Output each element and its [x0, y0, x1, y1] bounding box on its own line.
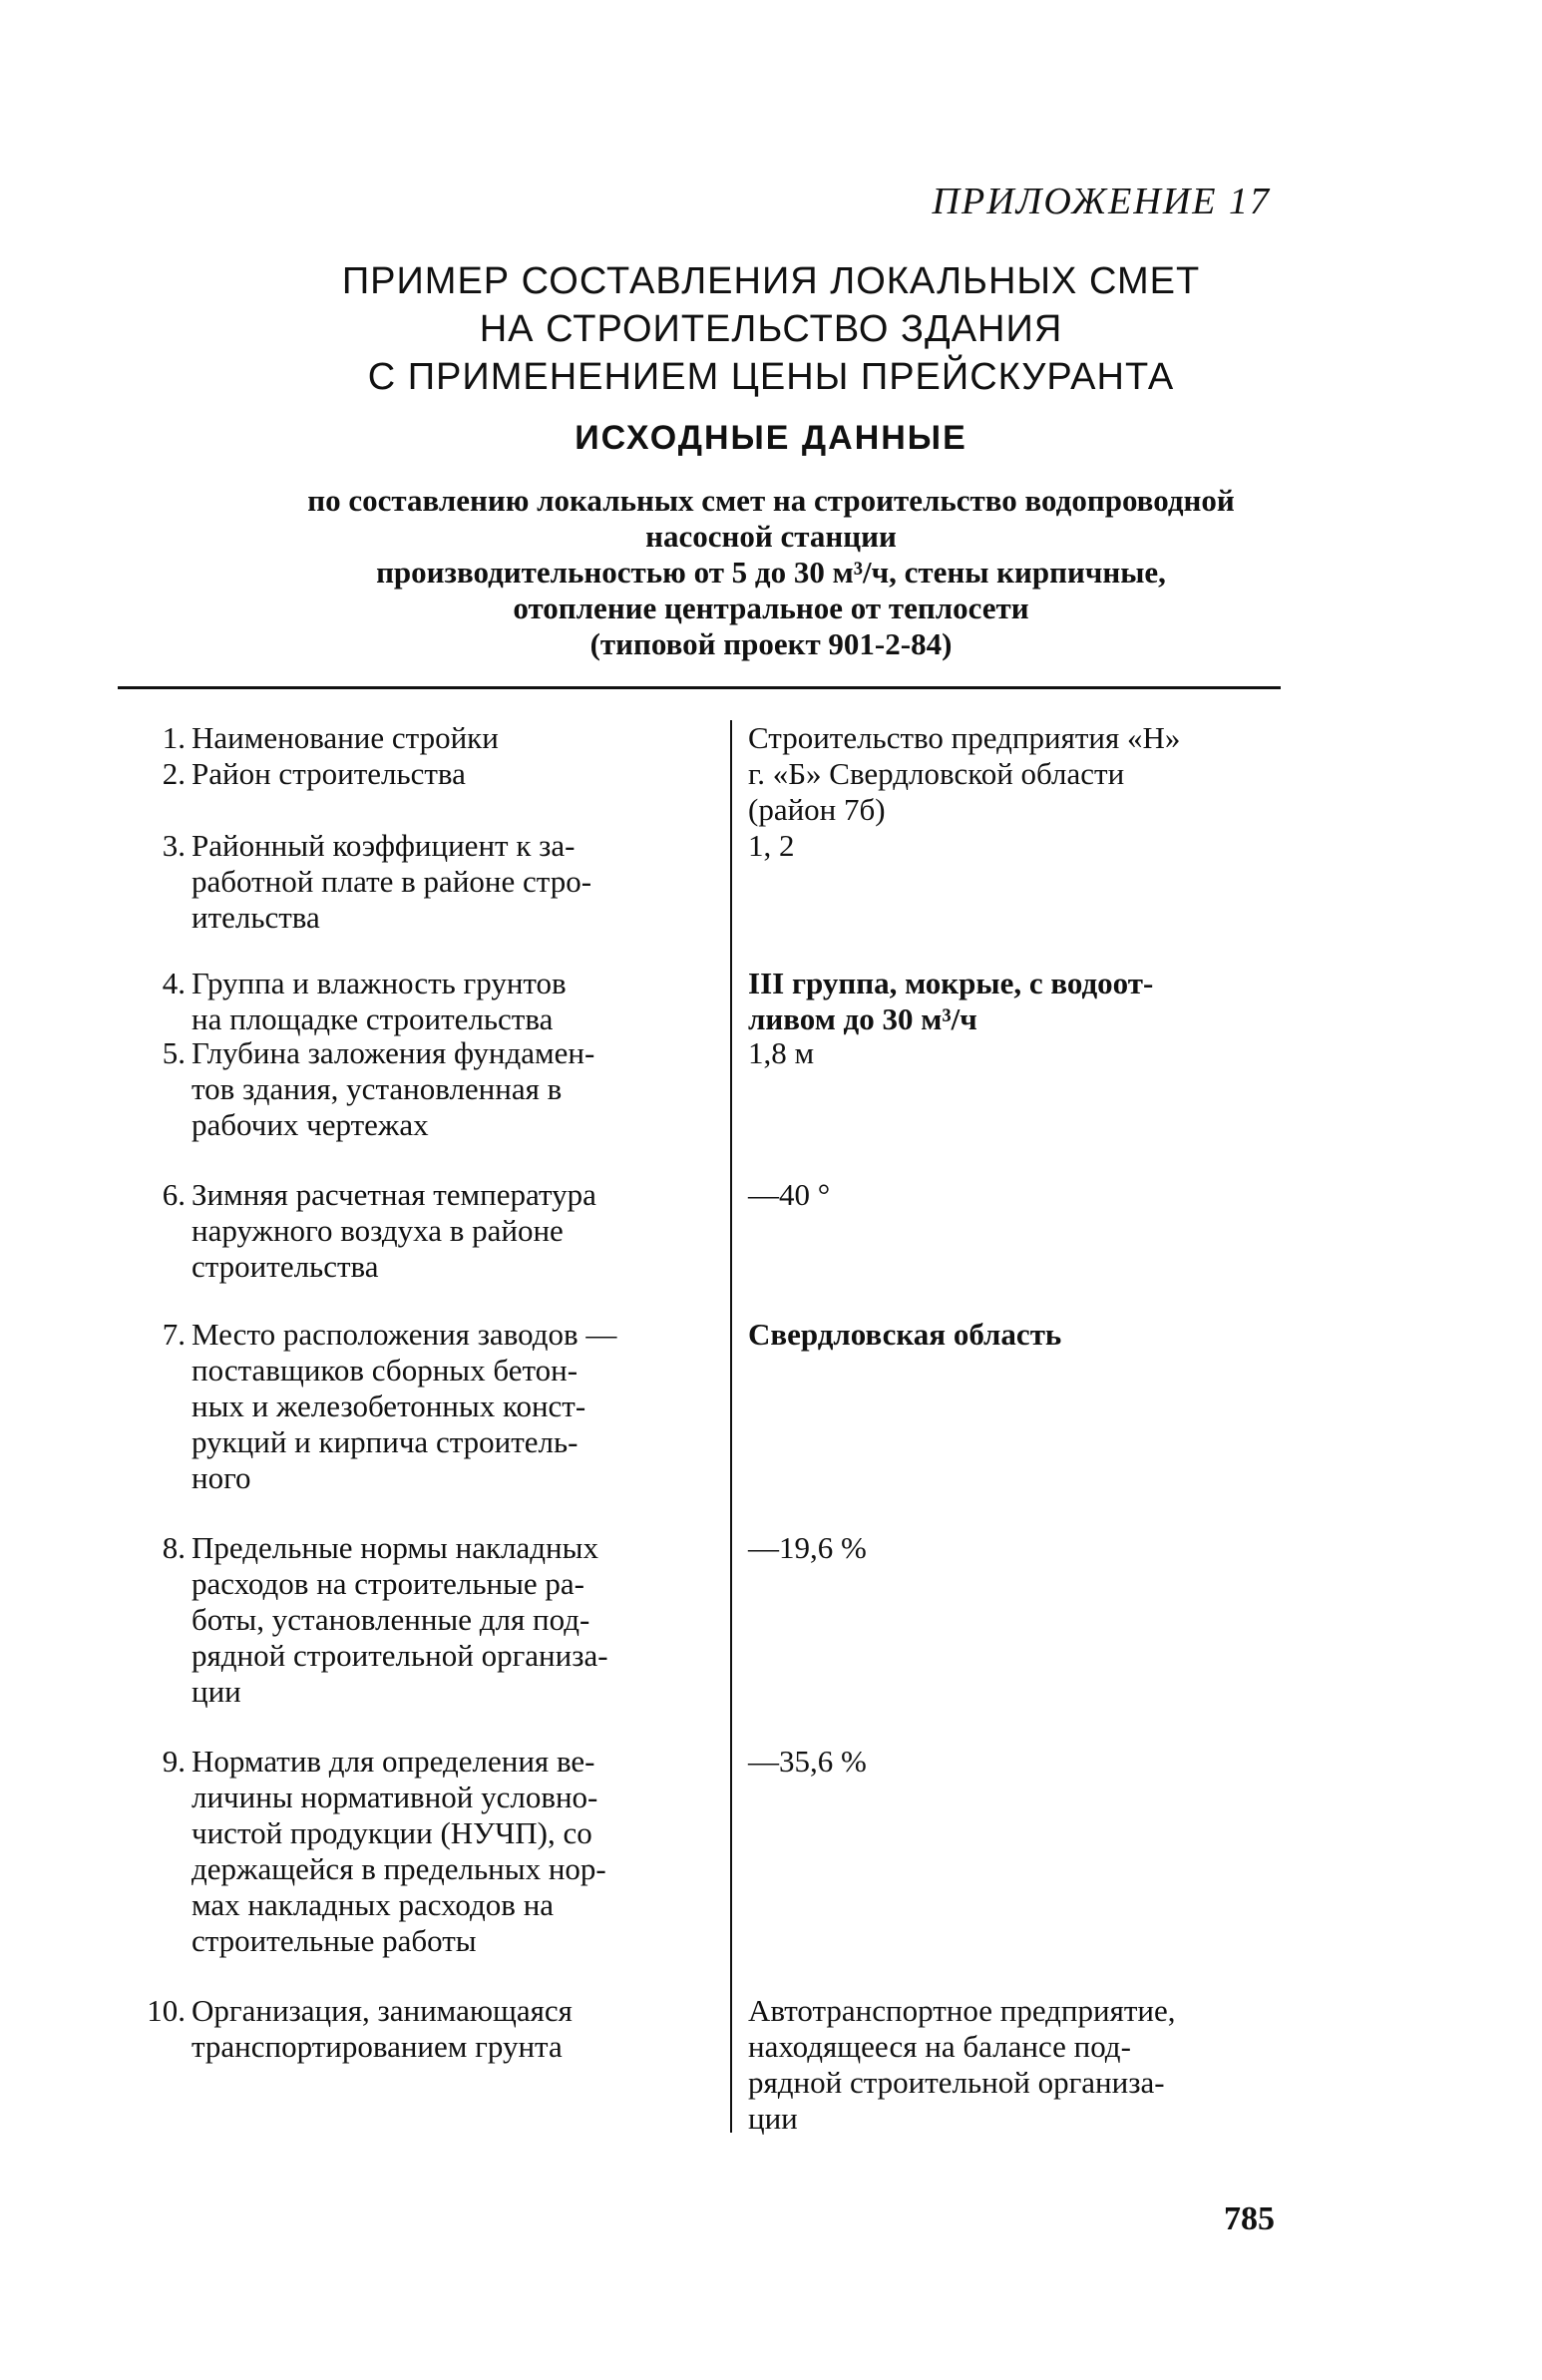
value-line: Автотранспортное предприятие, — [748, 1993, 1176, 2028]
label-line: ции — [192, 1674, 241, 1709]
item-label — [192, 756, 700, 792]
label-line: работной плате в районе стро- — [192, 864, 592, 899]
label-line: чистой продукции (НУЧП), со — [192, 1815, 592, 1850]
label-line: Группа и влажность грунтов — [192, 966, 567, 1000]
item-label — [192, 1317, 700, 1496]
item-number: 10. — [147, 1993, 186, 2028]
item-number: 3. — [162, 828, 186, 863]
page-number: 785 — [1224, 2200, 1275, 2237]
subtitle-line: насосной станции — [645, 519, 897, 554]
value-line: ции — [748, 2101, 798, 2136]
label-line: рукций и кирпича строитель- — [192, 1424, 578, 1459]
label-line: Предельные нормы накладных — [192, 1530, 598, 1565]
item-number: 1. — [162, 720, 186, 755]
value-line: —35,6 % — [748, 1744, 867, 1779]
item-label — [192, 720, 700, 756]
value-line: (район 7б) — [748, 792, 886, 827]
label-line: строительства — [192, 1249, 379, 1284]
label-line: строительные работы — [192, 1923, 477, 1958]
label-line: транспортированием грунта — [192, 2029, 563, 2064]
subtitle-line: отопление центральное от теплосети — [513, 591, 1029, 625]
table-top-rule — [118, 686, 1281, 689]
item-value — [748, 1317, 1277, 1353]
label-line: рядной строительной организа- — [192, 1638, 608, 1673]
label-line: личины нормативной условно- — [192, 1780, 598, 1814]
label-line: рабочих чертежах — [192, 1107, 429, 1142]
item-value — [748, 1177, 1277, 1213]
label-line: ного — [192, 1460, 251, 1495]
value-line: —40 ° — [748, 1177, 831, 1212]
item-number: 2. — [162, 756, 186, 791]
title-line: НА СТРОИТЕЛЬСТВО ЗДАНИЯ — [479, 308, 1063, 350]
main-title — [0, 257, 1542, 401]
appendix-label: ПРИЛОЖЕНИЕ 17 — [932, 181, 1271, 222]
item-number: 9. — [162, 1744, 186, 1779]
subtitle-line: (типовой проект 901-2-84) — [589, 626, 953, 661]
value-line: ливом до 30 м³/ч — [748, 1001, 977, 1036]
item-value — [748, 1035, 1277, 1071]
item-label — [192, 1035, 700, 1143]
item-number: 7. — [162, 1317, 186, 1352]
value-line: III группа, мокрые, с водоот- — [748, 966, 1154, 1000]
label-line: наружного воздуха в районе — [192, 1213, 564, 1248]
value-line: —19,6 % — [748, 1530, 867, 1565]
item-value — [748, 720, 1277, 756]
item-number: 8. — [162, 1530, 186, 1565]
item-number: 5. — [162, 1035, 186, 1070]
label-line: Место расположения заводов — — [192, 1317, 617, 1352]
label-line: мах накладных расходов на — [192, 1887, 555, 1922]
value-line: рядной строительной организа- — [748, 2065, 1165, 2100]
value-line: Строительство предприятия «Н» — [748, 720, 1181, 755]
item-value — [748, 1530, 1277, 1566]
label-line: Районный коэффициент к за- — [192, 828, 576, 863]
item-value — [748, 1993, 1277, 2137]
title-line: С ПРИМЕНЕНИЕМ ЦЕНЫ ПРЕЙСКУРАНТА — [367, 356, 1175, 398]
value-line: находящееся на балансе под- — [748, 2029, 1131, 2064]
label-line: Наименование стройки — [192, 720, 499, 755]
subtitle-line: по составлению локальных смет на строительство водопроводной — [307, 483, 1235, 518]
item-label — [192, 1993, 700, 2065]
label-line: на площадке строительства — [192, 1001, 554, 1036]
item-value — [748, 828, 1277, 864]
label-line: Норматив для определения ве- — [192, 1744, 595, 1779]
item-label — [192, 1744, 700, 1959]
subtitle-line: производительностью от 5 до 30 м³/ч, стены кирпичные, — [376, 555, 1166, 590]
column-divider — [730, 720, 732, 2133]
label-line: ных и железобетонных конст- — [192, 1388, 586, 1423]
label-line: боты, установленные для под- — [192, 1602, 590, 1637]
section-title: ИСХОДНЫЕ ДАННЫЕ — [575, 419, 967, 457]
item-label — [192, 828, 700, 936]
item-value — [748, 756, 1277, 828]
item-label — [192, 966, 700, 1037]
value-line: г. «Б» Свердловской области — [748, 756, 1125, 791]
label-line: поставщиков сборных бетон- — [192, 1353, 578, 1388]
value-line: 1,8 м — [748, 1035, 815, 1070]
label-line: Район строительства — [192, 756, 466, 791]
item-label — [192, 1530, 700, 1710]
item-value — [748, 966, 1277, 1037]
item-number: 4. — [162, 966, 186, 1000]
label-line: Зимняя расчетная температура — [192, 1177, 596, 1212]
value-line: Свердловская область — [748, 1317, 1062, 1352]
label-line: Глубина заложения фундамен- — [192, 1035, 595, 1070]
label-line: тов здания, установленная в — [192, 1071, 563, 1106]
item-label — [192, 1177, 700, 1285]
item-number: 6. — [162, 1177, 186, 1212]
item-value — [748, 1744, 1277, 1780]
label-line: держащейся в предельных нор- — [192, 1851, 606, 1886]
label-line: расходов на строительные ра- — [192, 1566, 584, 1601]
label-line: ительства — [192, 900, 320, 935]
subtitle — [0, 483, 1542, 662]
value-line: 1, 2 — [748, 828, 795, 863]
title-line: ПРИМЕР СОСТАВЛЕНИЯ ЛОКАЛЬНЫХ СМЕТ — [341, 260, 1201, 302]
label-line: Организация, занимающаяся — [192, 1993, 573, 2028]
